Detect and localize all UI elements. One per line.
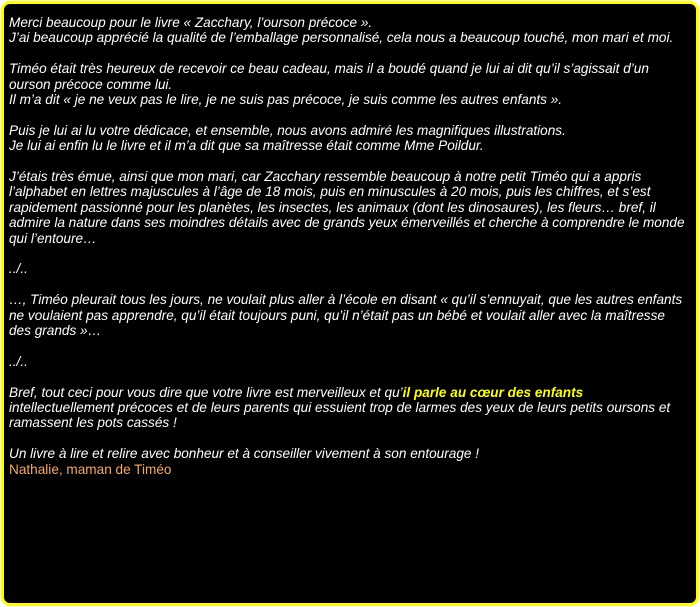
paragraph-reading [9,123,689,154]
highlighted-phrase: il parle au cœur des enfants [402,384,584,400]
paragraph-closing [9,446,689,477]
letter-body [9,15,689,477]
ellipsis-separator: ../.. [9,261,28,277]
recommendation-line: Un livre à lire et relire avec bonheur et à conseiller vivement à son entourage ! [9,446,479,462]
signature: Nathalie, maman de Timéo [9,461,172,477]
testimonial-card [1,1,699,606]
teacher-line: Je lui ai enfin lu le livre et il m’a dit que sa maîtresse était comme Mme Poildur. [9,138,484,154]
paragraph-thanks [9,15,689,46]
paragraph-school: …, Timéo pleurait tous les jours, ne voulait plus aller à l’école en disant « qu’il s’ennuyait, que les autres enfants ne voulaient pas apprendre, qu’il était toujours puni, qu’il n’était pas un bébé et voulait aller avec la maîtresse des grands »… [9,292,683,339]
thanks-line: Merci beaucoup pour le livre « Zacchary, l’ourson précoce ». [9,15,373,30]
sulk-line: Timéo était très heureux de recevoir ce beau cadeau, mais il a boudé quand je lui ai dit qu’il s’agissait d’un ourson précoce comme lui. [9,61,649,92]
paragraph-conclusion [9,385,689,431]
dedication-line: Puis je lui ai lu votre dédicace, et ensemble, nous avons admiré les magnifiques illustrations. [9,122,566,138]
paragraph-reaction [9,61,689,107]
quote-line: Il m’a dit « je ne veux pas le lire, je ne suis pas précoce, je suis comme les autres enfants ». [9,92,563,108]
ellipsis-separator: ../.. [9,353,28,369]
conclusion-text-end: intellectuellement précoces et de leurs parents qui essuient trop de larmes des yeux de leurs petits oursons et ramassent les pots cassés ! [9,400,671,431]
conclusion-text-start: Bref, tout ceci pour vous dire que votre livre est merveilleux et qu’ [9,384,403,400]
paragraph-child-description: J’étais très émue, ainsi que mon mari, car Zacchary ressemble beaucoup à notre petit Timéo qui a appris l’alphabet en lettres majuscules à l’âge de 18 mois, puis en minuscules à 20 mois, puis les chiffres, et s’est rapidement passionné pour les planètes, les insectes, les animaux (dont les dinosaures), les fleurs… bref, il admire la nature dans ses moindres détails avec de grands yeux émerveillés et cherche à comprendre le monde qui l’entoure… [9,169,685,246]
packaging-line: J’ai beaucoup apprécié la qualité de l’emballage personnalisé, cela nous a beaucoup touché, mon mari et moi. [9,30,674,46]
